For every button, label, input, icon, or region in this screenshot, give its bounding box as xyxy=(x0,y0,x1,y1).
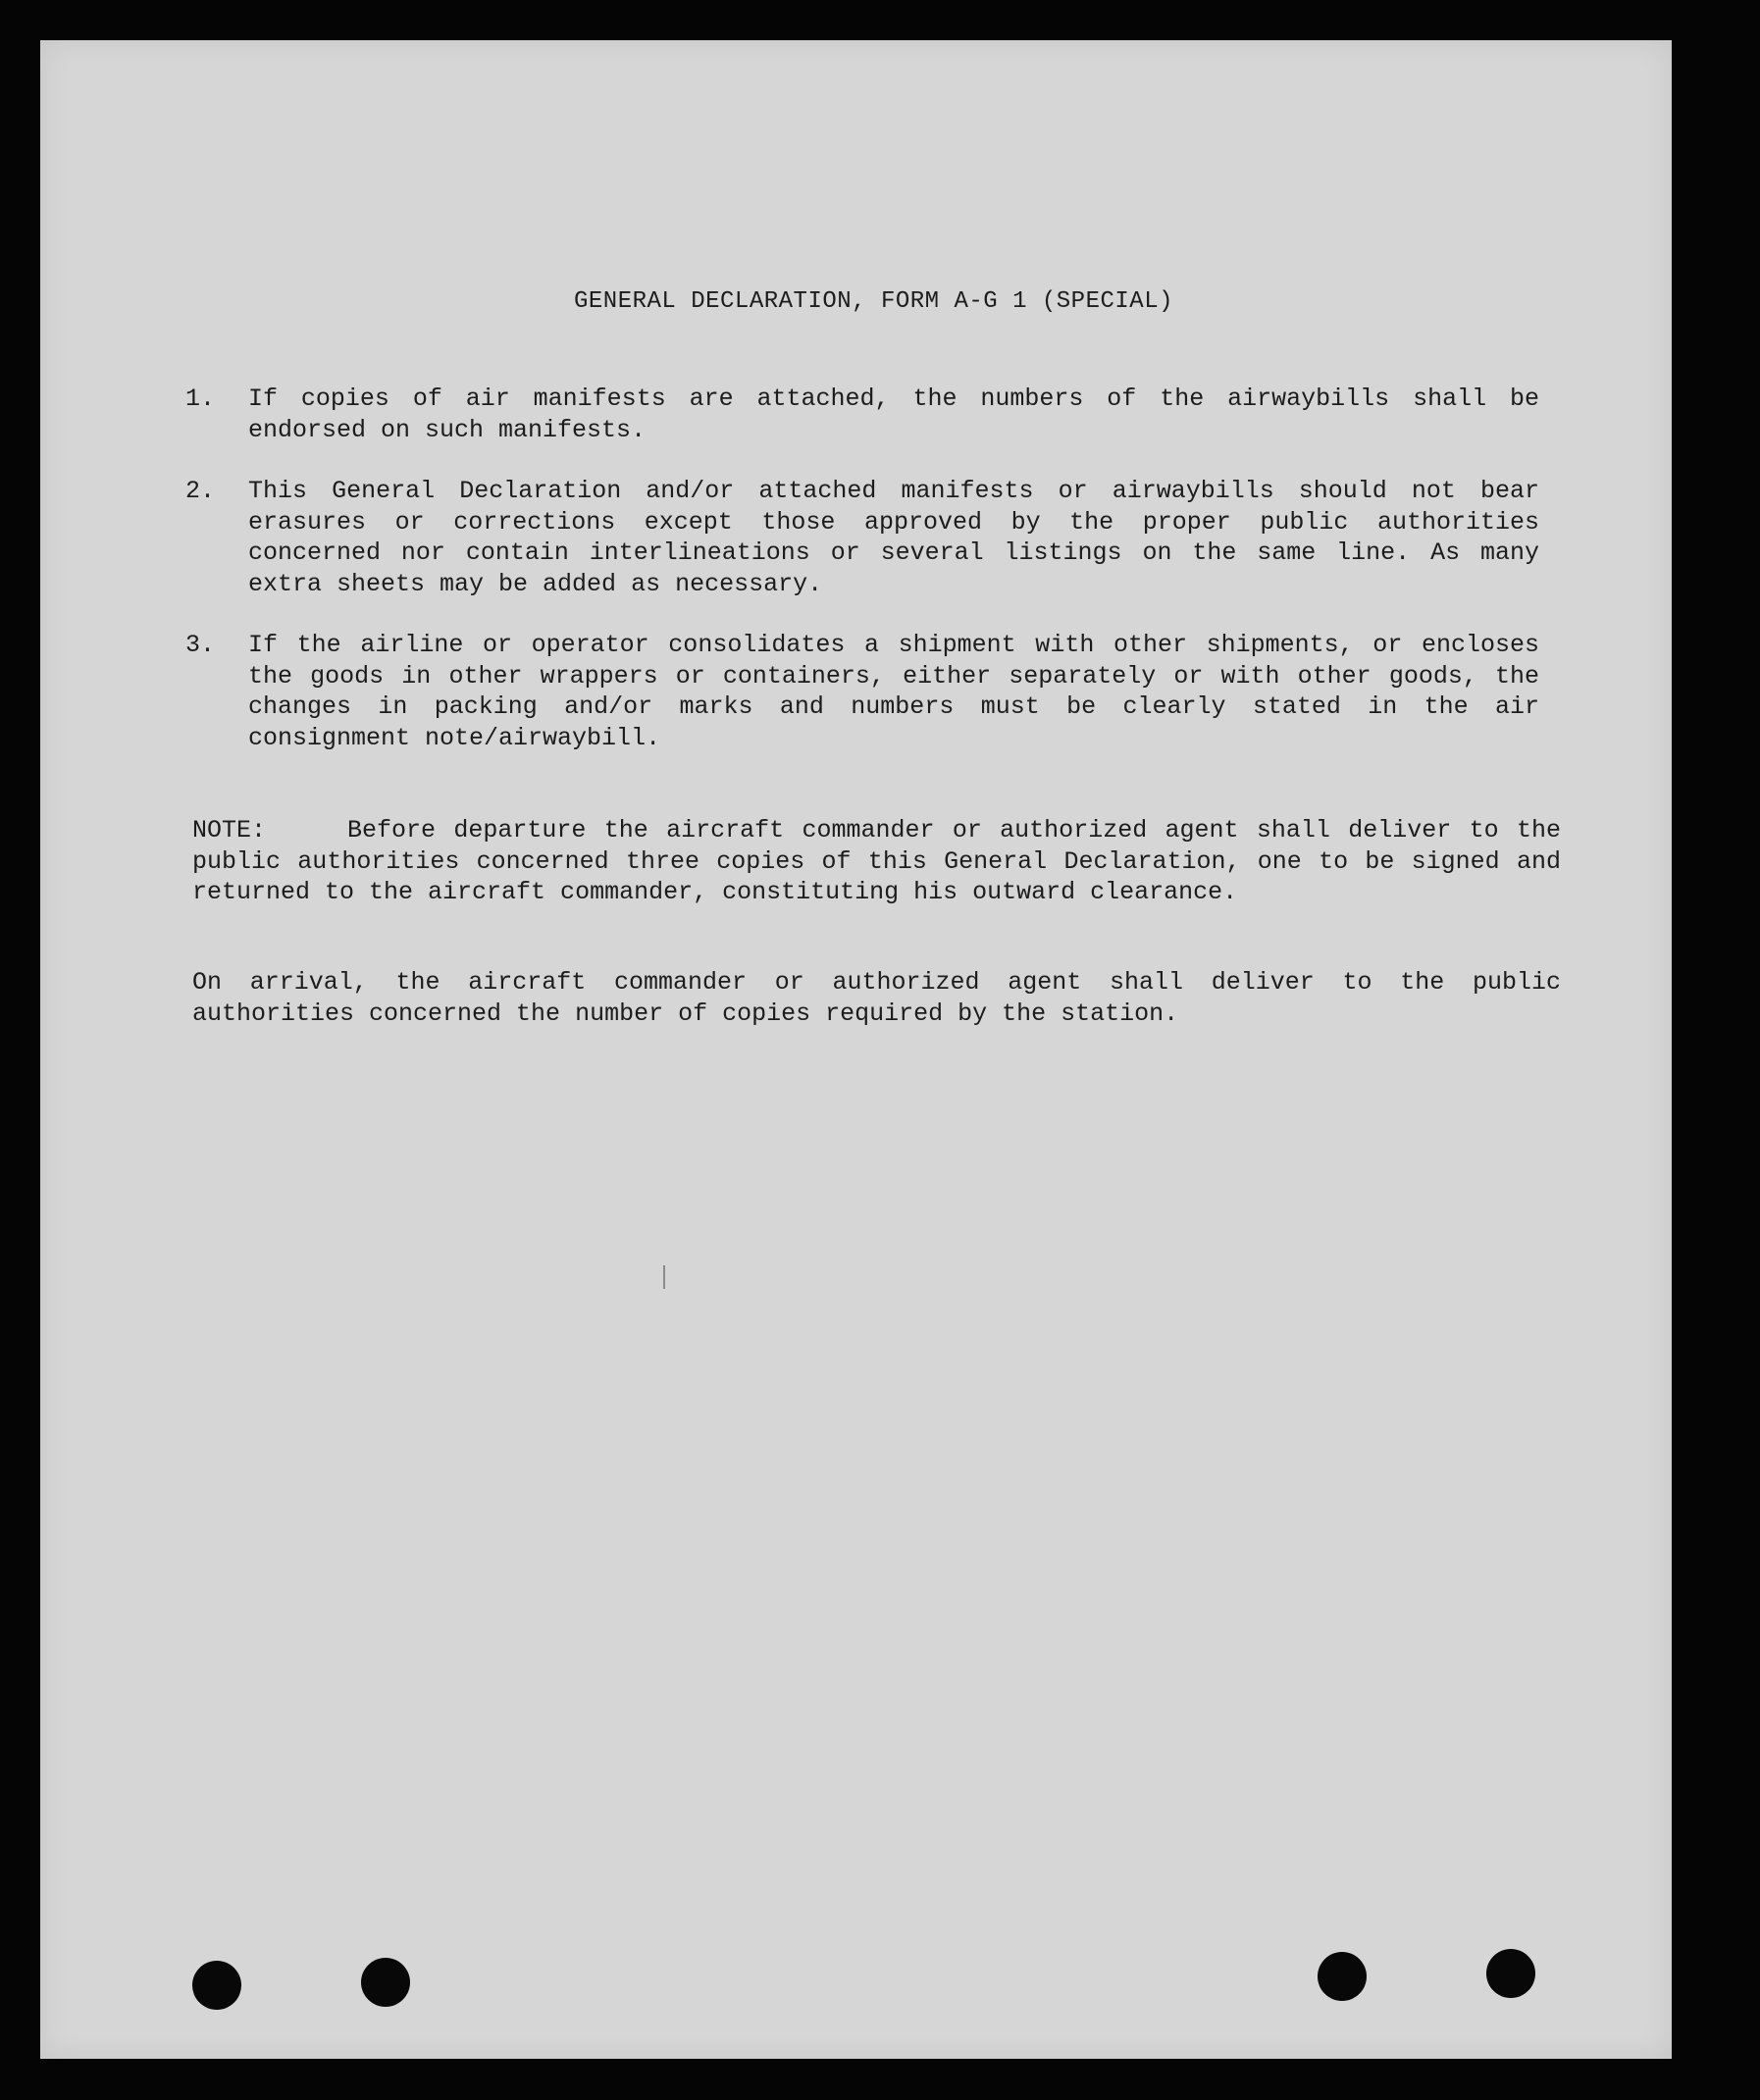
item-number: 1. xyxy=(185,384,216,413)
arrival-text: On arrival, the aircraft commander or authorized agent shall deliver to the public authorities concerned the number of copies required by the station. xyxy=(192,968,1561,1028)
item-number: 3. xyxy=(185,631,216,659)
document-page xyxy=(40,40,1672,2059)
punch-hole xyxy=(192,1961,241,2010)
item-text: If the airline or operator consolidates a shipment with other shipments, or encloses the goods in other wrappers or containers, either separately or with other goods, the changes in packing and/or marks and numbers must be clearly stated in the air consignment note/airwaybill. xyxy=(248,631,1539,752)
list-item xyxy=(185,384,1539,445)
punch-hole xyxy=(1318,1952,1367,2001)
list-item xyxy=(185,630,1539,753)
note-label: NOTE: xyxy=(192,816,267,845)
stray-mark xyxy=(663,1265,665,1289)
punch-hole xyxy=(361,1958,410,2007)
note-text: Before departure the aircraft commander or authorized agent shall deliver to the public authorities concerned three copies of this General Declaration, one to be signed and returned to the aircraft commander, constituting his outward clearance. xyxy=(192,816,1561,906)
list-item xyxy=(185,476,1539,599)
item-text: This General Declaration and/or attached manifests or airwaybills should not bear erasures or corrections except those approved by the proper public authorities concerned nor contain interlineations or several listings on the same line. As many extra sheets may be added as necessary. xyxy=(248,477,1539,598)
item-number: 2. xyxy=(185,477,216,505)
item-text: If copies of air manifests are attached, the numbers of the airwaybills shall be endorsed on such manifests. xyxy=(248,384,1539,444)
punch-hole xyxy=(1486,1949,1535,1998)
arrival-paragraph xyxy=(192,967,1561,1029)
page-title: GENERAL DECLARATION, FORM A-G 1 (SPECIAL) xyxy=(574,288,1173,315)
note-paragraph xyxy=(192,815,1561,908)
